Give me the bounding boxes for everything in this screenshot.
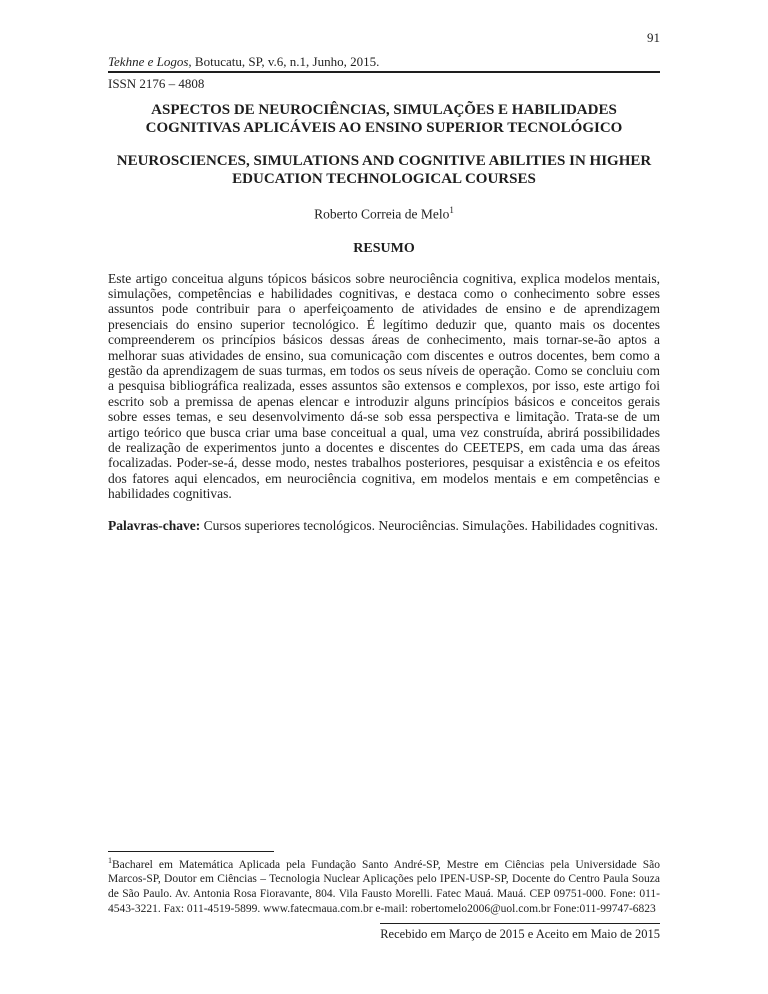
abstract-paragraph: Este artigo conceitua alguns tópicos básicos sobre neurociência cognitiva, explica modelos mentais, simulações, competências e habilidades cognitivas, e destaca como o conhecimento sobre esses assuntos pode contribuir para o aperfeiçoamento de atividades de ensino e de aprendizagem presenciais do ensino superior tecnológico. É legítimo deduzir que, quanto mais os docentes compreenderem os princípios básicos dessas áreas de conhecimento, mais tornar-se-ão aptos a melhorar suas atividades de ensino, sua comunicação com discentes e outros docentes, bem como a gestão da aprendizagem de suas turmas, em todos os seus níveis de operação. Como se concluiu com a pesquisa bibliográfica realizada, esses assuntos são extensos e complexos, por isso, este artigo foi escrito sob a premissa de apenas elencar e introduzir alguns princípios básicos e conceitos gerais sobre esses temas, e seu desenvolvimento dá-se sob essa perspectiva e limitação. Trata-se de um artigo teórico que busca criar uma base conceitual a qual, uma vez construída, abrirá possibilidades de realização de experimentos junto a docentes e discentes do CEETEPS, em cada uma das áreas focalizadas. Poder-se-á, desse modo, nestes trabalhos posteriores, pesquisar a existência e os efeitos dos fatores aqui elencados, em neurociência cognitiva, em modelos mentais e em competências e habilidades cognitivas. xyxy=(108,270,660,502)
journal-name: Tekhne e Logos xyxy=(108,54,189,69)
page-number: 91 xyxy=(647,30,660,45)
header-rule xyxy=(108,71,660,73)
author-name: Roberto Correia de Melo xyxy=(314,206,450,222)
footnote-block xyxy=(108,851,660,943)
article-title-portuguese: ASPECTOS DE NEUROCIÊNCIAS, SIMULAÇÕES E HABILIDADES COGNITIVAS APLICÁVEIS AO ENSINO SUPERIOR TECNOLÓGICO xyxy=(145,102,623,136)
journal-citation xyxy=(108,0,660,69)
received-note-wrap xyxy=(108,923,660,943)
footnote-text: Bacharel em Matemática Aplicada pela Fundação Santo André-SP, Mestre em Ciências pela Universidade São Marcos-SP, Doutor em Ciências – Tecnologia Nuclear Aplicações pelo IPEN-USP-SP, Docente do Centro Paula Souza de São Paulo. Av. Antonia Rosa Fioravante, 804. Vila Fausto Morelli. Fatec Mauá. Mauá. CEP 09751-000. Fone: 011-4543-3221. Fax: 011-4519-5899. www.fatecmaua.com.br e-mail: robertomelo2006@uol.com.br Fone:011-99747-6823 xyxy=(108,858,660,915)
received-note: Recebido em Março de 2015 e Aceito em Maio de 2015 xyxy=(380,923,660,941)
page-content xyxy=(108,0,660,533)
journal-issue-info: , Botucatu, SP, v.6, n.1, Junho, 2015. xyxy=(188,54,380,69)
footnote-separator-rule xyxy=(108,851,274,852)
footnote-mark: 1 xyxy=(108,856,112,865)
keywords-text: Cursos superiores tecnológicos. Neurociências. Simulações. Habilidades cognitivas. xyxy=(203,517,659,533)
author-footnote-mark: 1 xyxy=(449,205,454,215)
author-line xyxy=(108,202,660,223)
footnote-paragraph xyxy=(108,854,660,916)
keywords-label: Palavras-chave: xyxy=(108,517,201,533)
article-title-english: NEUROSCIENCES, SIMULATIONS AND COGNITIVE ABILITIES IN HIGHER EDUCATION TECHNOLOGICAL COURSES xyxy=(116,153,652,187)
issn-line: ISSN 2176 – 4808 xyxy=(108,76,205,91)
abstract-heading: RESUMO xyxy=(353,240,415,256)
keywords-paragraph xyxy=(108,518,660,533)
